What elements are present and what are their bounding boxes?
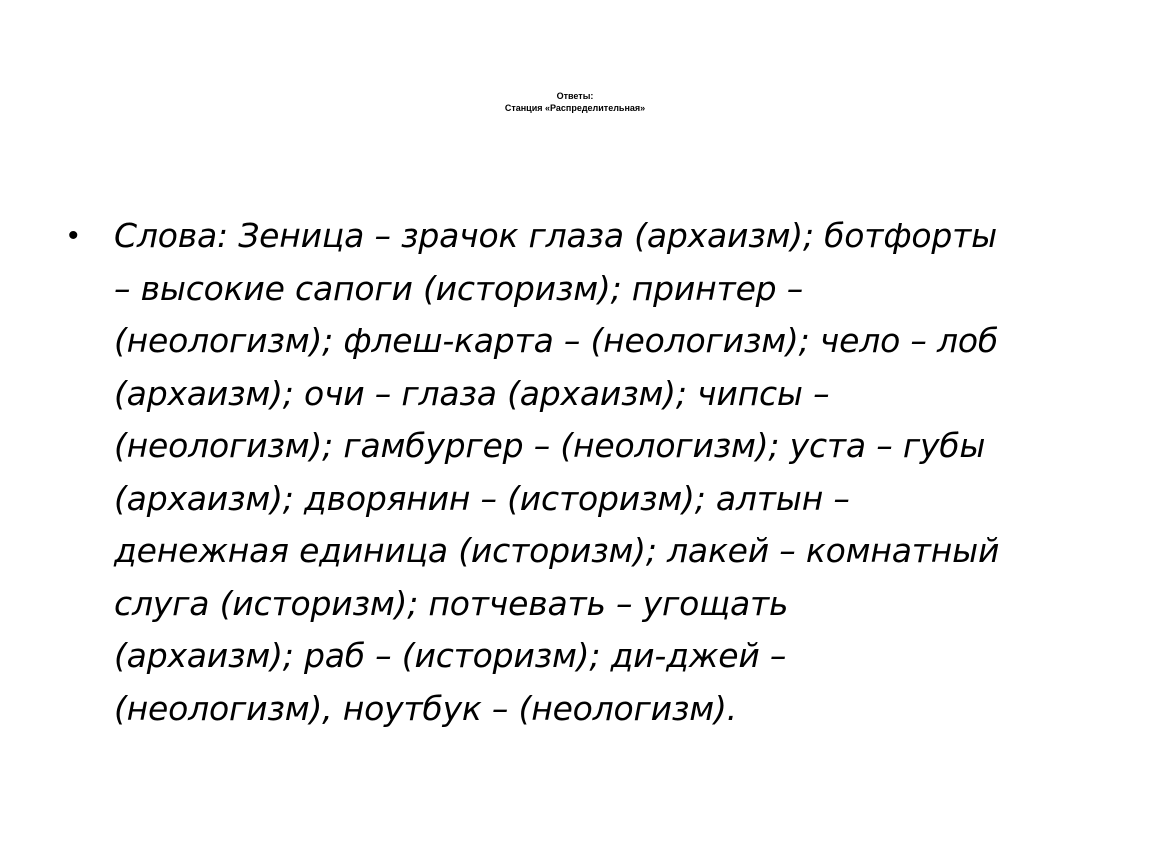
slide-content — [68, 210, 1078, 735]
body-line: (неологизм); гамбургер – (неологизм); уста – губы — [114, 426, 986, 465]
body-line: слуга (историзм); потчевать – угощать — [114, 583, 789, 623]
bullet-item — [68, 210, 1078, 735]
title-line-1: Ответы: — [556, 91, 594, 101]
body-line: (неологизм); флеш-карта – (неологизм); чело – лоб — [114, 321, 999, 360]
slide-title — [0, 90, 1150, 114]
body-line: (архаизм); раб – (историзм); ди-джей – — [114, 636, 787, 675]
body-line: (архаизм); дворянин – (историзм); алтын – — [114, 478, 850, 518]
bullet-icon: • — [68, 219, 79, 252]
body-line: – высокие сапоги (историзм); принтер – — [114, 268, 804, 308]
title-line-2: Станция «Распределительная» — [504, 103, 646, 113]
body-line: (архаизм); очи – глаза (архаизм); чипсы – — [114, 373, 830, 413]
bullet-text — [114, 210, 1078, 735]
body-line: (неологизм), ноутбук – (неологизм). — [114, 688, 737, 728]
body-line: денежная единица (историзм); лакей – комнатный — [114, 531, 1000, 570]
body-line: Слова: Зеница – зрачок глаза (архаизм); ботфорты — [114, 216, 997, 255]
